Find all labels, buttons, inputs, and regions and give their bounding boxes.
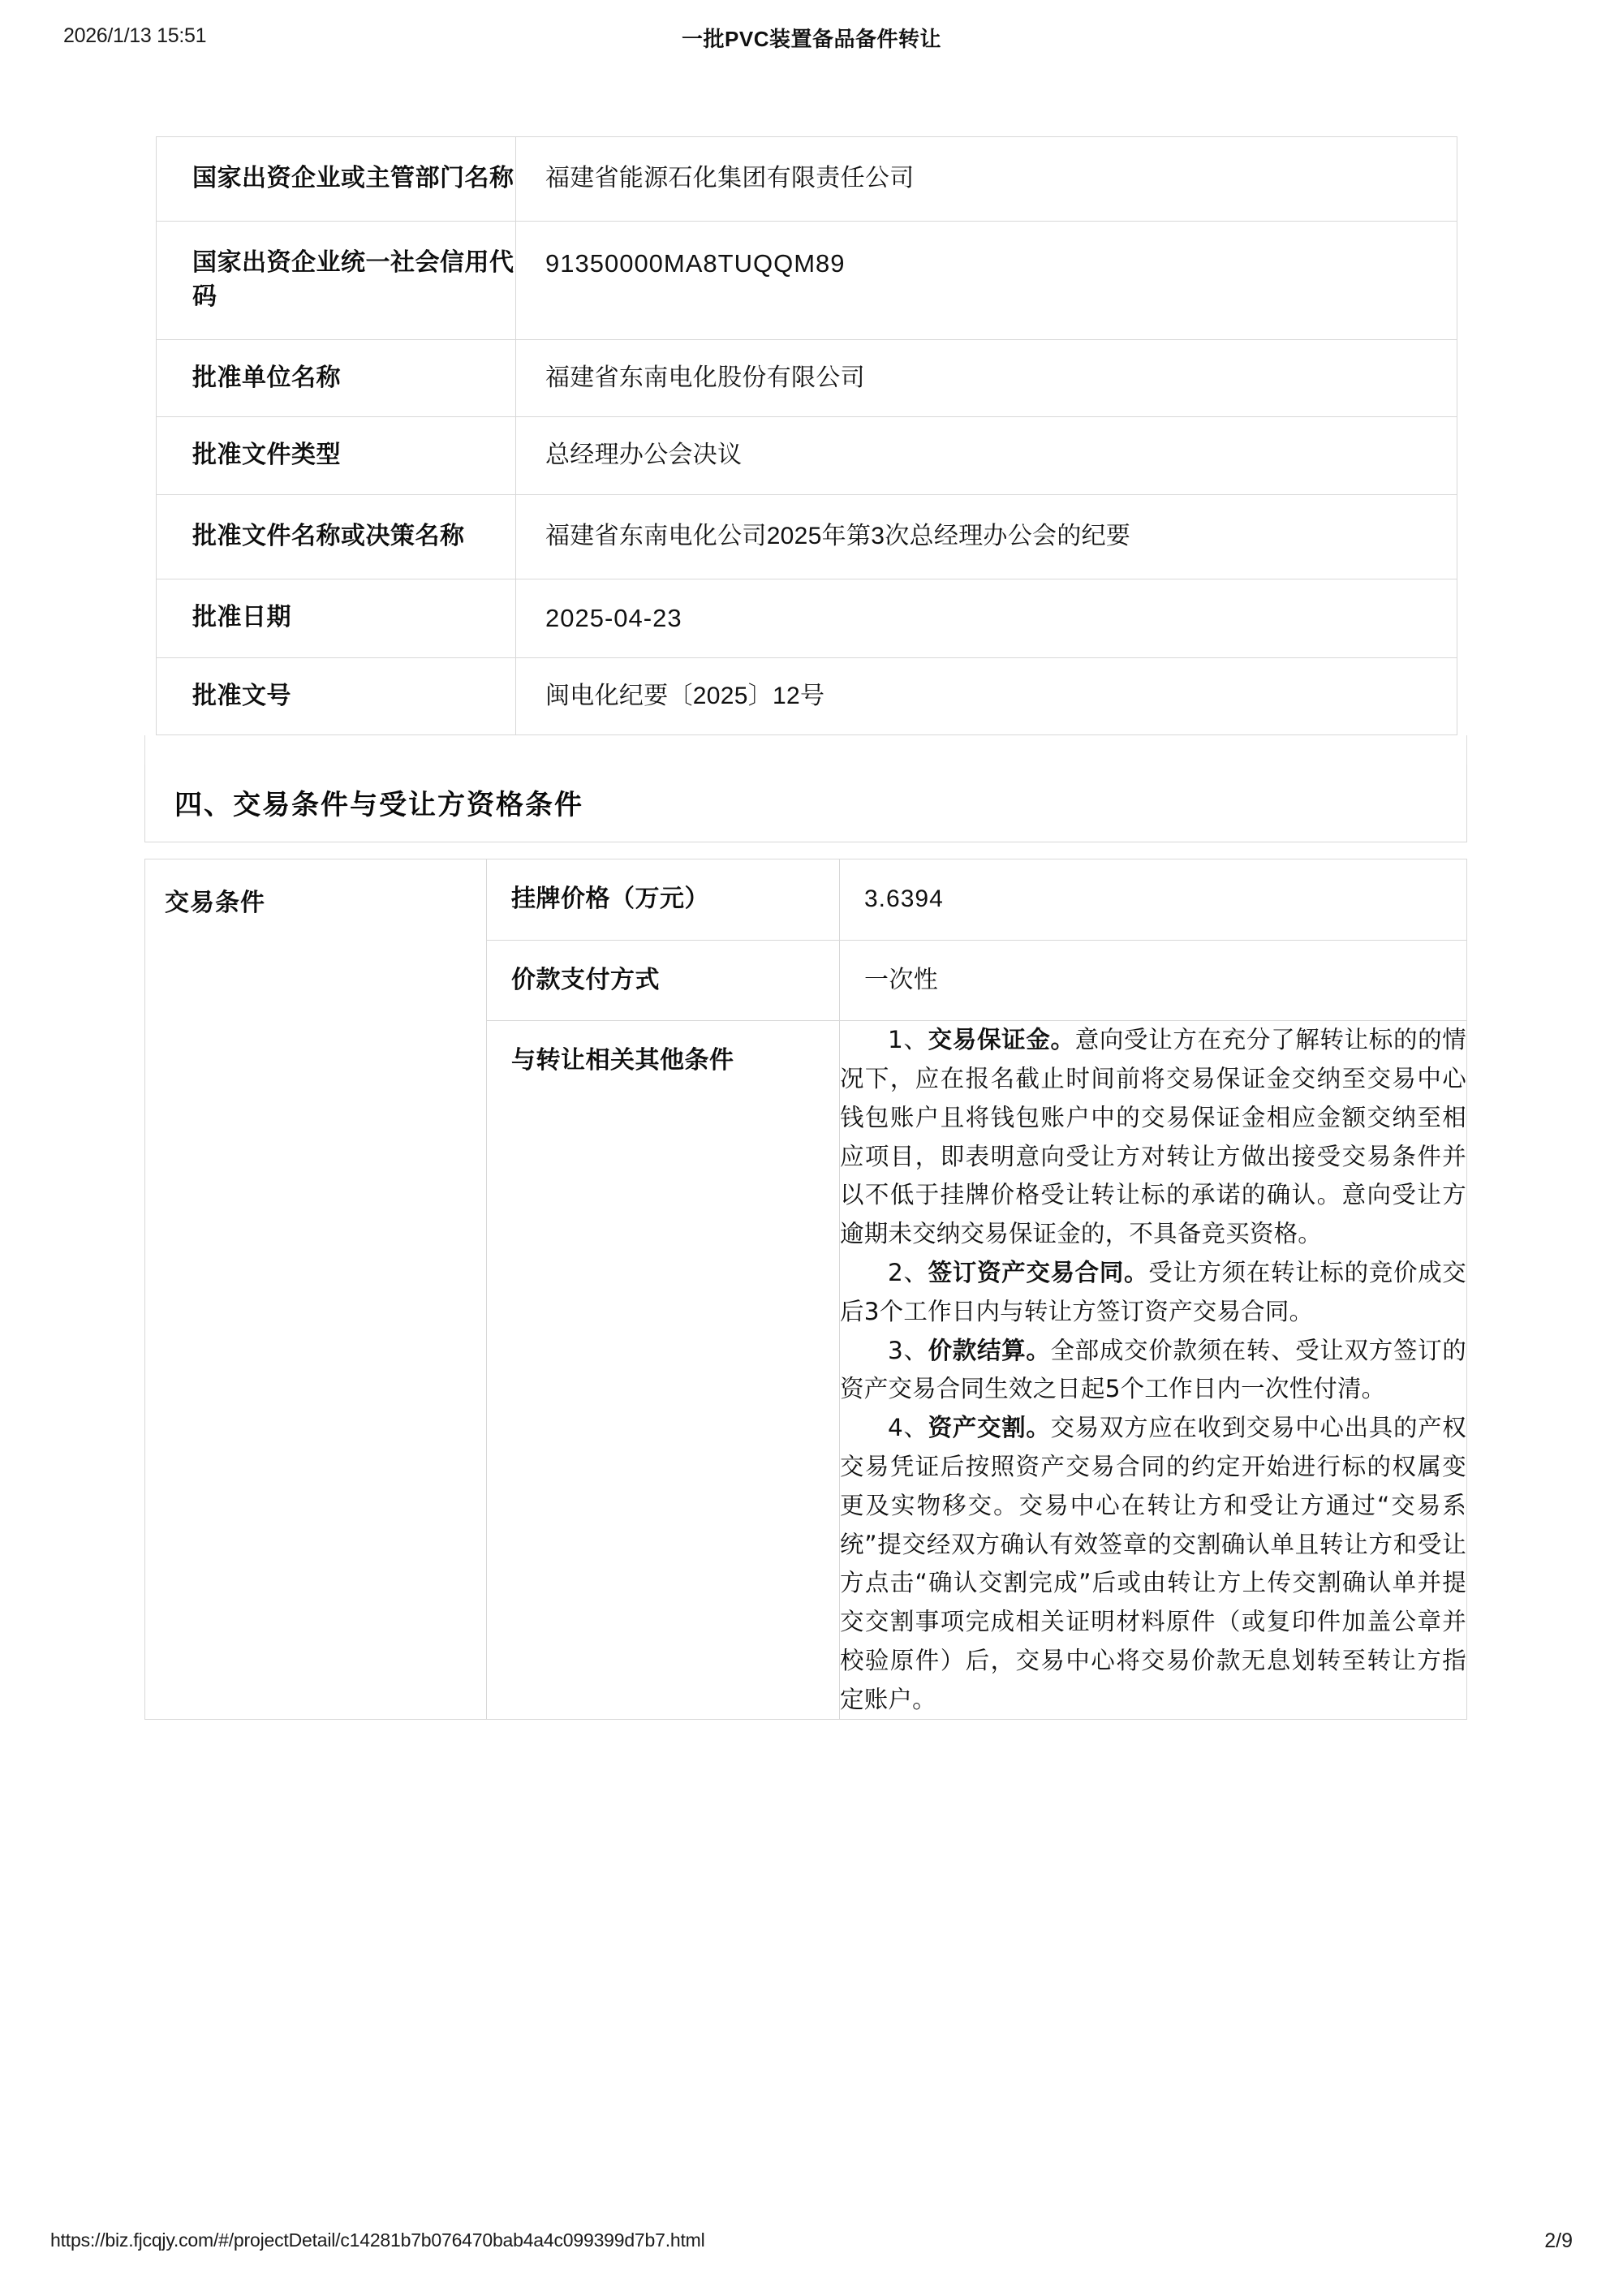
clause-body: 全部成交价款须在转、受让双方签订的资产交易合同生效之日起5个工作日内一次性付清。: [840, 1336, 1466, 1403]
row-sublabel: 价款支付方式: [487, 940, 840, 1021]
row-label: 国家出资企业统一社会信用代码: [157, 221, 516, 339]
clause-item: [840, 1254, 1466, 1332]
row-label: 批准文件名称或决策名称: [157, 494, 516, 579]
clause-number: 2、: [888, 1259, 928, 1287]
clause-number: 4、: [888, 1414, 928, 1442]
row-label: 批准文号: [157, 657, 516, 735]
table-row: [157, 221, 1457, 339]
clause-body: 意向受让方在充分了解转让标的的情况下，应在报名截止时间前将交易保证金交纳至交易中心钱包账户且将钱包账户中的交易保证金相应金额交纳至相应项目，即表明意向受让方对转让方做出接受交易条件并以不低于挂牌价格受让转让标的承诺的确认。意向受让方逾期未交纳交易保证金的，不具备竞买资格。: [840, 1026, 1467, 1248]
footer-page-number: 2/9: [1544, 2229, 1573, 2252]
row-value: 福建省能源石化集团有限责任公司: [516, 137, 1457, 222]
table-gap-band: [144, 735, 1467, 765]
trading-conditions-table: [144, 859, 1467, 1720]
table-row: [157, 657, 1457, 735]
document-title: 一批PVC装置备品备件转让: [682, 27, 941, 51]
other-conditions-clauses: [840, 1021, 1467, 1720]
row-value: 福建省东南电化股份有限公司: [516, 339, 1457, 417]
group-label-trading-conditions: 交易条件: [145, 859, 487, 1720]
row-label: 批准文件类型: [157, 417, 516, 495]
footer-source-url: https://biz.fjcqjy.com/#/projectDetail/c14281b7b076470bab4a4c099399d7b7.html: [50, 2229, 705, 2251]
table-row: [145, 859, 1467, 941]
document-body: [144, 136, 1467, 1720]
clause-body: 受让方须在转让标的竞价成交后3个工作日内与转让方签订资产交易合同。: [840, 1259, 1466, 1325]
clause-number: 3、: [888, 1336, 928, 1364]
row-sublabel: 挂牌价格（万元）: [487, 859, 840, 941]
clause-title: 交易保证金。: [928, 1026, 1075, 1054]
clause-item: [840, 1332, 1466, 1410]
table-row: [157, 137, 1457, 222]
row-label: 国家出资企业或主管部门名称: [157, 137, 516, 222]
table-row: [157, 339, 1457, 417]
row-value: 闽电化纪要〔2025〕12号: [516, 657, 1457, 735]
row-value: 3.6394: [840, 859, 1467, 941]
clause-item: [840, 1021, 1466, 1254]
page-header: [0, 24, 1623, 57]
page-footer: [0, 2229, 1623, 2262]
clause-number: 1、: [888, 1026, 928, 1054]
table-row: [157, 494, 1457, 579]
clause-body: 交易双方应在收到交易中心出具的产权交易凭证后按照资产交易合同的约定开始进行标的权属变更及实物移交。交易中心在转让方和受让方通过“交易系统”提交经双方确认有效签章的交割确认单且转让方和受让方点击“确认交割完成”后或由转让方上传交割确认单并提交交割事项完成相关证明材料原件（或复印件加盖公章并校验原件）后，交易中心将交易价款无息划转至转让方指定账户。: [840, 1414, 1466, 1713]
table-row: [157, 417, 1457, 495]
clause-title: 签订资产交易合同。: [928, 1259, 1149, 1287]
row-value: 总经理办公会决议: [516, 417, 1457, 495]
clause-title: 资产交割。: [928, 1414, 1051, 1442]
section-gap: [144, 842, 1467, 859]
row-sublabel-other-conditions: 与转让相关其他条件: [487, 1021, 840, 1720]
row-value: 2025-04-23: [516, 579, 1457, 657]
row-label: 批准日期: [157, 579, 516, 657]
header-timestamp: 2026/1/13 15:51: [63, 24, 207, 47]
row-value: 福建省东南电化公司2025年第3次总经理办公会的纪要: [516, 494, 1457, 579]
section-heading: 四、交易条件与受让方资格条件: [144, 765, 1467, 842]
row-value: 一次性: [840, 940, 1467, 1021]
clause-title: 价款结算。: [928, 1336, 1051, 1364]
row-label: 批准单位名称: [157, 339, 516, 417]
clause-item: [840, 1409, 1466, 1719]
approval-info-table: [156, 136, 1457, 735]
row-value: 91350000MA8TUQQM89: [516, 221, 1457, 339]
table-row: [157, 579, 1457, 657]
